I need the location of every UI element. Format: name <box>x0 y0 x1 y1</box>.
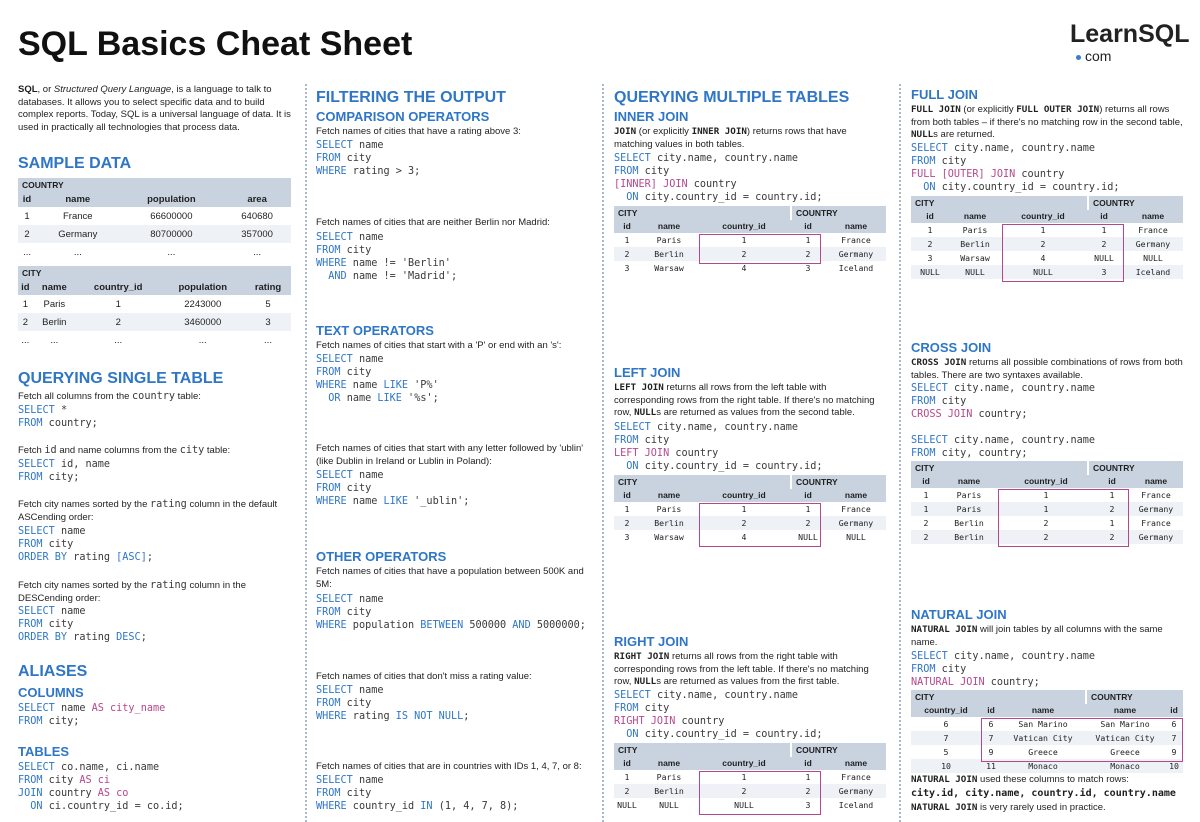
code-block: SELECT name FROM city WHERE name LIKE 'P%' OR name LIKE '%s'; <box>316 354 439 404</box>
query-description: Fetch names of cities that don't miss a rating value: <box>316 671 532 682</box>
code-block: SELECT co.name, ci.name FROM city AS ci JOIN country AS co ON ci.country_id = co.id; <box>18 762 184 812</box>
table-cell: 1 <box>1109 489 1115 500</box>
table-cell: France <box>841 234 871 245</box>
query-description: Fetch names of cities that start with any letter followed by 'ublin' (like Dublin in Ireland or Lublin in Poland): <box>316 443 584 467</box>
table-cell: 1 <box>24 210 30 222</box>
join-description: JOIN (or explicitly INNER JOIN) returns rows that have matching values in both tables. <box>614 126 847 150</box>
table-header-row <box>18 192 291 207</box>
natural-join-columns: city.id, city.name, country.id, country.name <box>911 788 1176 799</box>
col-header: id <box>18 192 36 207</box>
table-cell: France <box>1141 517 1171 528</box>
table-cell: 11 <box>981 759 1001 773</box>
table-cell: 2 <box>790 247 826 261</box>
table-cell: 2 <box>614 247 640 261</box>
table-cell: ... <box>73 246 82 258</box>
code-block: SELECT city.name, country.name FROM city RIGHT JOIN country ON city.country_id = country.id; <box>614 690 823 740</box>
table-cell: ... <box>253 246 262 258</box>
inner-join-subheading: INNER JOIN <box>614 109 689 124</box>
code-block: SELECT name FROM city WHERE country_id IN (1, 4, 7, 8); <box>316 775 519 812</box>
code-block: SELECT city.name, country.name FROM city LEFT JOIN country ON city.country_id = country.id; <box>614 422 823 472</box>
table-cell: Monaco <box>1001 759 1085 773</box>
table-cell: Paris <box>43 298 66 310</box>
table-cell: ... <box>21 334 30 346</box>
match-highlight <box>699 771 821 815</box>
table-cell: 3 <box>624 531 630 542</box>
table-caption: CITY <box>614 743 790 757</box>
table-header-row <box>911 475 1183 488</box>
city-grid <box>18 280 291 349</box>
querying-multiple-heading: QUERYING MULTIPLE TABLES <box>614 89 850 106</box>
table-cell: NULL <box>949 265 1001 279</box>
table-cell: 2243000 <box>184 298 222 310</box>
table-cell: 2 <box>790 784 826 798</box>
table-caption: CITY <box>614 206 790 220</box>
table-header-row <box>614 489 886 502</box>
query-description: Fetch names of cities that are neither Berlin nor Madrid: <box>316 217 550 228</box>
table-cell: 2 <box>18 225 36 243</box>
table-cell: 357000 <box>223 225 291 243</box>
table-cell: Germany <box>826 516 886 530</box>
table-cell: Warsaw <box>960 252 990 263</box>
table-cell: France <box>841 503 871 514</box>
comparison-subheading: COMPARISON OPERATORS <box>316 109 490 124</box>
table-cell: 2 <box>911 237 949 251</box>
table-caption: CITY <box>911 196 1087 210</box>
table-cell: 2 <box>698 784 790 798</box>
table-cell: San Marino <box>1100 718 1150 729</box>
table-cell: 4 <box>741 531 747 542</box>
table-cell: 1 <box>624 503 630 514</box>
query-description: Fetch names of cities that have a population between 500K and 5M: <box>316 566 584 590</box>
table-cell: Paris <box>656 771 682 782</box>
table-cell: 1 <box>624 234 630 245</box>
table-cell: 2 <box>614 516 640 530</box>
logo-sub-text: com <box>1085 48 1112 64</box>
table-cell: France <box>841 771 871 782</box>
table-caption: COUNTRY <box>1085 690 1183 704</box>
natural-join-footnote: NATURAL JOIN is very rarely used in practice. <box>911 802 1106 813</box>
code-block: SELECT name FROM city ORDER BY rating DESC; <box>18 606 147 643</box>
table-cell: 9 <box>1171 746 1177 757</box>
table-cell: 2 <box>1095 502 1129 516</box>
table-cell: name <box>1001 704 1085 717</box>
code-block: SELECT name FROM city WHERE rating > 3; <box>316 140 421 177</box>
table-cell: 3 <box>624 262 630 273</box>
table-cell: ... <box>50 334 59 346</box>
table-cell: 1 <box>1043 489 1049 500</box>
table-cell: Berlin <box>941 530 997 544</box>
table-cell: id <box>1165 704 1183 717</box>
table-cell: Germany <box>36 225 119 243</box>
natural-join-result-table <box>911 690 1183 773</box>
join-description: RIGHT JOIN returns all rows from the right table with corresponding rows from the left table. If there's no matching row, NULLs are returned as values from the first table. <box>614 651 869 688</box>
city-table <box>18 266 291 349</box>
table-cell: 1 <box>911 502 941 516</box>
table-cell: 1 <box>805 234 811 245</box>
table-cell: 1 <box>927 224 933 235</box>
table-cell: 1 <box>1040 224 1046 235</box>
table-cell: 3 <box>805 799 811 810</box>
join-description: FULL JOIN (or explicitly FULL OUTER JOIN) returns all rows from both tables – if there's no matching row in the second table, NULLs are returned. <box>911 104 1183 141</box>
full-join-result-table <box>911 196 1183 279</box>
table-cell: 80700000 <box>120 225 224 243</box>
table-cell: country_id <box>698 757 790 770</box>
table-cell: ... <box>264 334 272 346</box>
table-cell: ... <box>23 246 31 258</box>
table-cell: 1 <box>115 298 121 310</box>
table-header-row <box>614 220 886 233</box>
table-caption: COUNTRY <box>790 206 886 220</box>
left-join-subheading: LEFT JOIN <box>614 365 681 380</box>
table-cell: 2 <box>923 517 929 528</box>
table-cell: 1 <box>1101 224 1107 235</box>
table-cell: Paris <box>962 224 988 235</box>
col-header: area <box>223 192 291 207</box>
table-cell: country_id <box>911 704 981 717</box>
table-cell: id <box>911 210 949 223</box>
code-block: SELECT city.name, country.name FROM city CROSS JOIN country; <box>911 383 1096 420</box>
table-cell: 2 <box>1085 237 1123 251</box>
code-block: SELECT name AS city_name FROM city; <box>18 703 166 727</box>
table-cell: 1 <box>997 502 1095 516</box>
table-cell: Vatican City <box>1085 731 1165 745</box>
table-cell: Paris <box>656 503 682 514</box>
sample-data-heading: SAMPLE DATA <box>18 155 132 172</box>
table-cell: id <box>1085 210 1123 223</box>
table-cell: 1 <box>923 489 929 500</box>
col-header: id <box>18 280 33 295</box>
page-title: SQL Basics Cheat Sheet <box>18 25 413 63</box>
table-caption: CITY <box>911 690 1085 704</box>
column-divider <box>899 84 901 822</box>
query-description: Fetch names of cities that have a rating above 3: <box>316 126 521 137</box>
table-cell: Germany <box>1129 530 1183 544</box>
table-cell: NULL <box>617 799 637 810</box>
table-cell: 3 <box>1085 265 1123 279</box>
table-cell: id <box>614 220 640 233</box>
query-description: Fetch city names sorted by the rating column in the default ASCending order: <box>18 499 278 523</box>
table-cell: 2 <box>1001 237 1085 251</box>
table-cell: 2 <box>790 516 826 530</box>
column-divider <box>305 84 307 822</box>
table-cell: 3460000 <box>160 313 245 331</box>
code-block: SELECT city.name, country.name FROM city FULL [OUTER] JOIN country ON city.country_id = country.id; <box>911 143 1120 193</box>
table-row <box>18 207 291 225</box>
table-cell: 1 <box>805 771 811 782</box>
table-cell: name <box>640 220 698 233</box>
table-cell: NULL <box>911 265 949 279</box>
table-cell: 2 <box>997 530 1095 544</box>
table-cell: 2 <box>18 313 33 331</box>
col-header: rating <box>245 280 291 295</box>
match-highlight <box>699 234 821 264</box>
table-cell: NULL <box>1143 252 1163 263</box>
tables-subheading: TABLES <box>18 744 70 759</box>
match-highlight <box>998 489 1129 547</box>
query-description: Fetch names of cities that are in countries with IDs 1, 4, 7, or 8: <box>316 761 582 772</box>
other-operators-subheading: OTHER OPERATORS <box>316 549 447 564</box>
table-cell: France <box>1138 224 1168 235</box>
table-cell: Berlin <box>954 517 984 528</box>
querying-single-table-heading: QUERYING SINGLE TABLE <box>18 370 224 387</box>
col-header: population <box>160 280 245 295</box>
table-cell: 10 <box>1165 759 1183 773</box>
table-cell: NULL <box>659 799 679 810</box>
table-cell: name <box>1129 475 1183 488</box>
table-row <box>18 313 291 331</box>
code-block: SELECT * FROM country; <box>18 405 98 429</box>
intro-text: SQL, or Structured Query Language, is a language to talk to databases. It allows you to select specific data and to build complex reports. Today, SQL is a universal language of data. It is used in practically all technologies that process data. <box>18 84 291 133</box>
table-cell: 5 <box>943 746 949 757</box>
table-row <box>18 243 291 261</box>
match-highlight <box>981 718 1183 762</box>
table-cell: name <box>941 475 997 488</box>
table-cell: 2 <box>76 313 161 331</box>
table-cell: Paris <box>941 502 997 516</box>
filtering-heading: FILTERING THE OUTPUT <box>316 89 506 106</box>
join-description: CROSS JOIN returns all possible combinations of rows from both tables. There are two syntaxes available. <box>911 357 1183 381</box>
natural-join-footnote: NATURAL JOIN used these columns to match rows: <box>911 774 1129 785</box>
table-cell: 3 <box>927 252 933 263</box>
table-cell: Germany <box>1123 237 1183 251</box>
table-cell: name <box>640 757 698 770</box>
table-cell: ... <box>114 334 123 346</box>
code-block: SELECT name FROM city WHERE name != 'Berlin' AND name != 'Madrid'; <box>316 232 458 282</box>
table-header-row <box>911 210 1183 223</box>
table-cell: id <box>1095 475 1129 488</box>
code-block: SELECT city.name, country.name FROM city, country; <box>911 435 1096 459</box>
table-cell: name <box>826 757 886 770</box>
table-cell: NULL <box>1094 252 1114 263</box>
text-operators-subheading: TEXT OPERATORS <box>316 323 434 338</box>
table-cell: 1 <box>741 503 747 514</box>
col-header: country_id <box>76 280 161 295</box>
table-cell: id <box>911 475 941 488</box>
table-row <box>18 331 291 349</box>
join-description: LEFT JOIN returns all rows from the left table with corresponding rows from the right table. If there's no matching row, NULLs are returned as values from the second table. <box>614 382 875 419</box>
code-block: SELECT name FROM city WHERE population BETWEEN 500000 AND 5000000; <box>316 594 586 631</box>
table-cell: Greece <box>1028 746 1058 757</box>
table-cell: NULL <box>734 799 754 810</box>
table-cell: name <box>826 489 886 502</box>
table-header-row <box>614 757 886 770</box>
code-block: SELECT name FROM city ORDER BY rating [ASC]; <box>18 526 153 563</box>
code-block: SELECT id, name FROM city; <box>18 459 111 483</box>
table-header-row <box>911 704 1183 717</box>
table-cell: name <box>949 210 1001 223</box>
learnsql-logo[interactable] <box>1070 20 1190 66</box>
table-caption: COUNTRY <box>790 475 886 489</box>
match-highlight <box>699 503 821 547</box>
table-cell: Berlin <box>33 313 76 331</box>
table-cell: 10 <box>911 759 981 773</box>
col-header: population <box>120 192 224 207</box>
table-caption: CITY <box>614 475 790 489</box>
table-cell: 1 <box>624 771 630 782</box>
table-cell: country_id <box>1001 210 1085 223</box>
table-cell: 1 <box>741 234 747 245</box>
table-caption: CITY <box>911 461 1087 475</box>
table-cell: 6 <box>988 718 994 729</box>
logo-sub <box>1076 48 1190 64</box>
table-cell: id <box>981 704 1001 717</box>
table-cell: 4 <box>1040 252 1046 263</box>
query-description: Fetch city names sorted by the rating column in the DESCending order: <box>18 580 246 604</box>
table-cell: ... <box>198 334 207 346</box>
table-cell: 2 <box>911 530 941 544</box>
table-cell: NULL <box>798 531 818 542</box>
table-cell: Berlin <box>949 237 1001 251</box>
table-cell: name <box>1123 210 1183 223</box>
table-cell: Iceland <box>1123 265 1183 279</box>
table-cell: Germany <box>826 247 886 261</box>
table-cell: name <box>640 489 698 502</box>
table-caption: COUNTRY <box>1087 196 1183 210</box>
aliases-heading: ALIASES <box>18 663 88 680</box>
column-divider <box>602 84 604 822</box>
table-cell: 2 <box>1043 517 1049 528</box>
table-cell: Germany <box>1129 502 1183 516</box>
table-cell: Paris <box>656 234 682 245</box>
table-cell: Berlin <box>640 516 698 530</box>
table-cell: id <box>614 757 640 770</box>
table-cell: 2 <box>614 784 640 798</box>
table-cell: 4 <box>741 262 747 273</box>
table-caption: CITY <box>18 266 291 280</box>
table-cell: 6 <box>1171 718 1177 729</box>
table-cell: 1 <box>805 503 811 514</box>
natural-join-subheading: NATURAL JOIN <box>911 607 1007 622</box>
table-cell: id <box>790 220 826 233</box>
table-cell: 5 <box>265 298 271 310</box>
cross-join-result-table <box>911 461 1183 544</box>
col-header: name <box>36 192 119 207</box>
full-join-subheading: FULL JOIN <box>911 87 978 102</box>
table-cell: Germany <box>826 784 886 798</box>
table-cell: 1 <box>1109 517 1115 528</box>
columns-subheading: COLUMNS <box>18 685 84 700</box>
table-caption: COUNTRY <box>18 178 291 192</box>
table-row <box>18 225 291 243</box>
table-cell: id <box>790 489 826 502</box>
table-cell: 1 <box>22 298 28 310</box>
country-table <box>18 178 291 261</box>
right-join-result-table <box>614 743 886 812</box>
code-block: SELECT name FROM city WHERE rating IS NOT NULL; <box>316 685 470 722</box>
table-cell: id <box>790 757 826 770</box>
country-grid <box>18 192 291 261</box>
table-row <box>18 295 291 313</box>
table-cell: France <box>1141 489 1171 500</box>
logo-dot-icon <box>1076 55 1081 60</box>
table-cell: 640680 <box>241 210 273 222</box>
code-block: SELECT city.name, country.name FROM city NATURAL JOIN country; <box>911 651 1096 688</box>
table-cell: 2 <box>698 516 790 530</box>
query-description: Fetch names of cities that start with a 'P' or end with an 's': <box>316 340 562 351</box>
table-cell: San Marino <box>1018 718 1068 729</box>
table-cell: country_id <box>698 220 790 233</box>
table-cell: Berlin <box>640 784 698 798</box>
table-cell: 9 <box>988 746 994 757</box>
table-cell: 3 <box>245 313 291 331</box>
inner-join-result-table <box>614 206 886 275</box>
table-cell: 6 <box>943 718 949 729</box>
table-cell: 3 <box>805 262 811 273</box>
join-description: NATURAL JOIN will join tables by all columns with the same name. <box>911 624 1163 648</box>
table-cell: Monaco <box>1085 759 1165 773</box>
cross-join-subheading: CROSS JOIN <box>911 340 992 355</box>
table-cell: Paris <box>956 489 982 500</box>
table-header-row <box>18 280 291 295</box>
table-cell: 7 <box>981 731 1001 745</box>
table-cell: Vatican City <box>1001 731 1085 745</box>
table-cell: 2 <box>698 247 790 261</box>
table-cell: country_id <box>997 475 1095 488</box>
table-cell: France <box>63 210 93 222</box>
table-cell: name <box>1085 704 1165 717</box>
table-cell: Warsaw <box>654 262 684 273</box>
table-cell: Berlin <box>640 247 698 261</box>
table-cell: ... <box>167 246 176 258</box>
right-join-subheading: RIGHT JOIN <box>614 634 689 649</box>
table-cell: 66600000 <box>150 210 193 222</box>
table-cell: country_id <box>698 489 790 502</box>
table-cell: Iceland <box>838 262 874 273</box>
table-cell: 2 <box>1095 530 1129 544</box>
table-cell: 1 <box>741 771 747 782</box>
logo-main: LearnSQL <box>1070 20 1190 48</box>
code-block: SELECT city.name, country.name FROM city [INNER] JOIN country ON city.country_id = country.id; <box>614 153 823 203</box>
table-caption: COUNTRY <box>1087 461 1183 475</box>
left-join-result-table <box>614 475 886 544</box>
table-cell: Warsaw <box>654 531 684 542</box>
table-cell: NULL <box>1001 265 1085 279</box>
table-cell: 7 <box>911 731 981 745</box>
table-cell: Iceland <box>838 799 874 810</box>
table-cell: NULL <box>846 531 866 542</box>
table-cell: 7 <box>1165 731 1183 745</box>
query-description: Fetch id and name columns from the city table: <box>18 445 231 456</box>
query-description: Fetch all columns from the country table: <box>18 391 201 402</box>
match-highlight <box>1002 224 1124 282</box>
table-cell: id <box>614 489 640 502</box>
table-caption: COUNTRY <box>790 743 886 757</box>
table-cell: Greece <box>1110 746 1140 757</box>
col-header: name <box>33 280 76 295</box>
code-block: SELECT name FROM city WHERE name LIKE '_ublin'; <box>316 470 470 507</box>
table-cell: name <box>826 220 886 233</box>
